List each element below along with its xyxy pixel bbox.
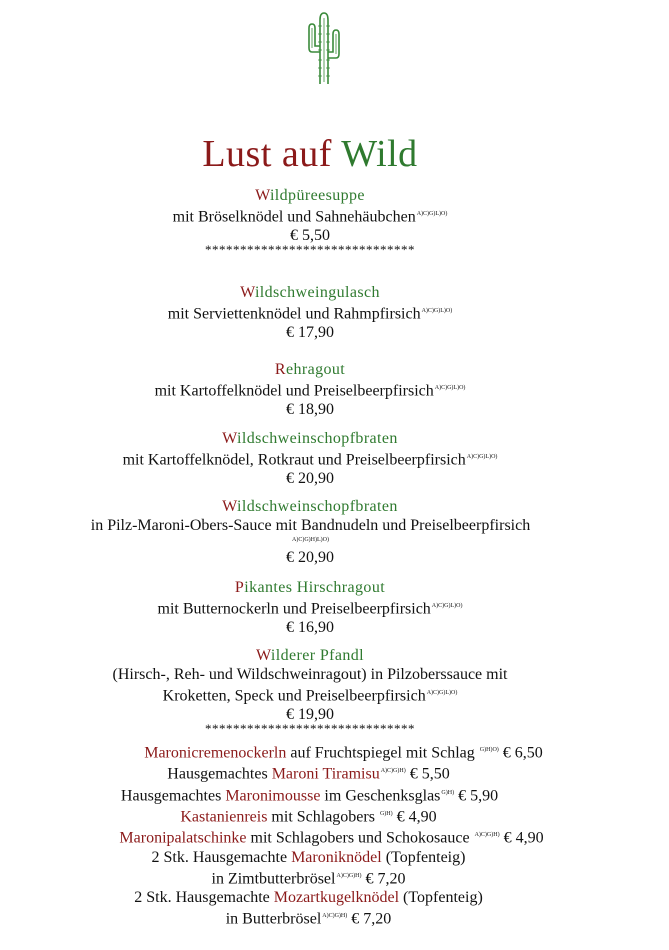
separator: ****************************** [205, 721, 415, 736]
dessert-item: 2 Stk. Hausgemachte Maroniknödel (Topfenteig) [151, 848, 466, 866]
dish-description: mit Butternockerln und Preiselbeerpfirsich$^{A)C)G)L)O)}$ [157, 600, 463, 618]
dish-description: mit Kartoffelknödel und Preiselbeerpfirsich$^{A)C)G)L)O)}$ [154, 382, 466, 400]
menu-item [0, 360, 620, 419]
dish-price: € 20,90 [286, 549, 334, 567]
dish-name: Wildschweinschopfbraten [222, 498, 398, 515]
dessert-item: 2 Stk. Hausgemachte Mozartkugelknödel (Topfenteig) [134, 888, 483, 906]
dessert-list [0, 741, 669, 928]
menu-item [0, 429, 620, 488]
allergen-codes: A)C)G)L)O) [431, 603, 463, 609]
dish-price: € 16,90 [286, 619, 334, 637]
allergen-codes: A)C)G)L)O) [434, 385, 466, 391]
separator: ****************************** [205, 242, 415, 257]
allergen-codes: A)C)G)L)O) [466, 454, 498, 460]
allergen-codes: A)C)G)L)O) [426, 690, 458, 696]
dish-price: € 17,90 [286, 324, 334, 342]
dessert-item: in Butterbrösel$^{A)C)G)H)}$ € 7,20 [225, 910, 392, 928]
dish-price: € 19,90 [286, 706, 334, 724]
dish-description: (Hirsch-, Reh- und Wildschweinragout) in Pilzoberssauce mit [112, 666, 508, 683]
dessert-item: Maronipalatschinke mit Schlagobers und Schokosauce $^{A)C)G)H)}$ € 4,90 [119, 829, 544, 847]
dish-price: € 20,90 [286, 470, 334, 488]
dish-name: Pikantes Hirschragout [234, 579, 386, 596]
dish-description: mit Bröselknödel und Sahnehäubchen$^{A)C)G)L)O)}$ [172, 208, 448, 226]
menu-item [0, 186, 620, 245]
allergen-codes: A)C)G)H)L)O) [292, 537, 329, 543]
dish-description: mit Serviettenknödel und Rahmpfirsich$^{A)C)G)L)O)}$ [167, 305, 453, 323]
menu-item [0, 646, 620, 724]
dessert-item: in Zimtbutterbrösel$^{A)C)G)H)}$ € 7,20 [211, 869, 406, 887]
dish-name: Wildpüreesuppe [255, 187, 365, 204]
page-title [0, 132, 620, 176]
dish-description: Kroketten, Speck und Preiselbeerpfirsich$^{A)C)G)L)O)}$ [162, 687, 458, 705]
title-part-1: Lust auf [202, 133, 342, 175]
dish-price: € 5,50 [290, 227, 330, 245]
menu-item [0, 497, 620, 567]
dish-name: Rehragout [274, 361, 346, 378]
dessert-item: Hausgemachtes Maroni Tiramisu$^{A)C)G)H)}$ € 5,50 [167, 765, 450, 783]
cactus-logo-icon [304, 10, 344, 86]
dessert-item: Maronicremenockerln auf Fruchtspiegel mit Schlag $^{G)H)O)}$ € 6,50 [144, 744, 543, 762]
dessert-item: Hausgemachtes Maronimousse im Geschenksglas$^{G)H)}$ € 5,90 [120, 786, 499, 804]
dish-price: € 18,90 [286, 401, 334, 419]
title-part-2: Wild [341, 133, 418, 175]
menu-item [0, 578, 620, 637]
dish-name: Wilderer Pfandl [256, 647, 364, 664]
allergen-codes: A)C)G)L)O) [421, 308, 453, 314]
dish-name: Wildschweinschopfbraten [222, 430, 398, 447]
dish-description: in Pilz-Maroni-Obers-Sauce mit Bandnudeln und Preiselbeerpfirsich [90, 517, 531, 534]
dessert-item: Kastanienreis mit Schlagobers $^{G)H)}$ € 4,90 [180, 808, 437, 826]
allergen-codes: A)C)G)L)O) [416, 211, 448, 217]
dish-description: mit Kartoffelknödel, Rotkraut und Preiselbeerpfirsich$^{A)C)G)L)O)}$ [122, 451, 498, 469]
dish-name: Wildschweingulasch [240, 284, 380, 301]
menu-item [0, 283, 620, 342]
